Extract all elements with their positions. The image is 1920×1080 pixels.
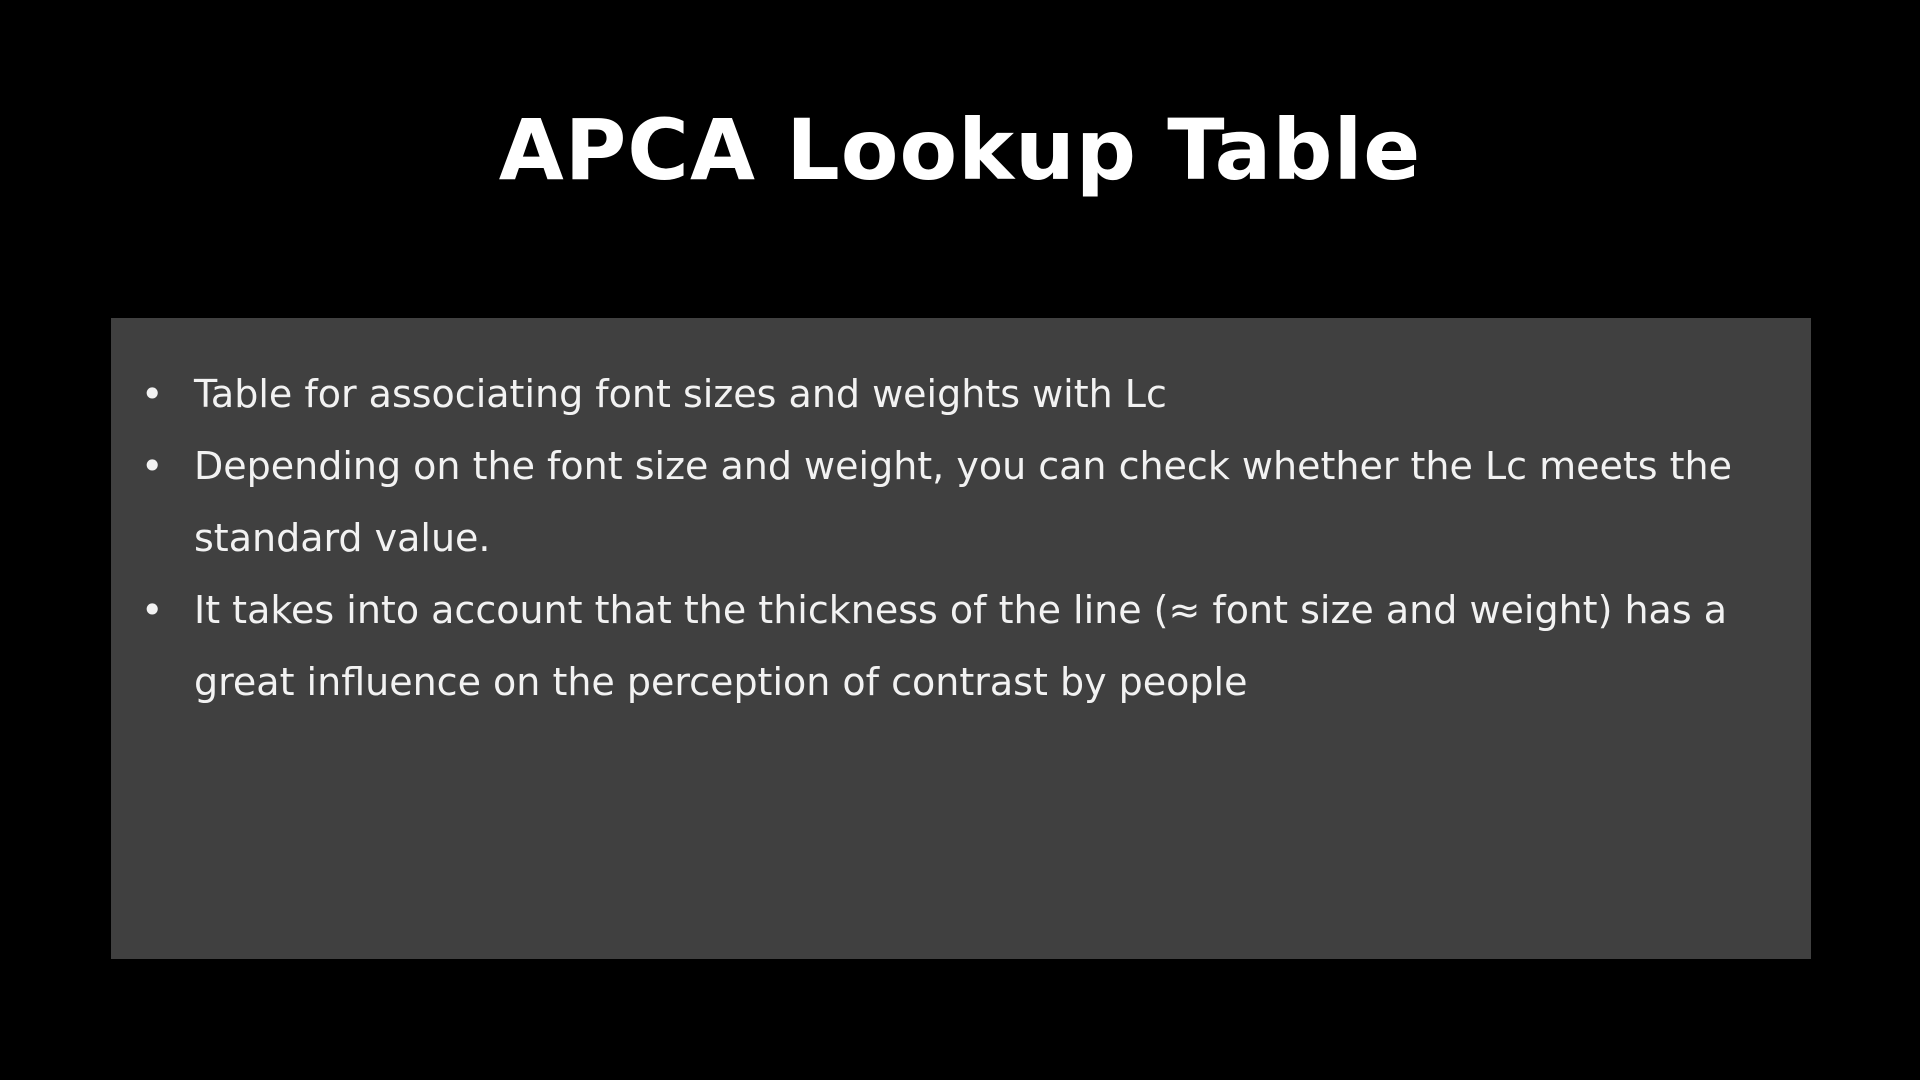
slide-title: APCA Lookup Table	[498, 101, 1422, 199]
bullet-dot-icon: •	[141, 372, 164, 416]
bullet-text: It takes into account that the thickness of the line (≈ font size and weight) has a great influence on the perception of contrast by people	[194, 588, 1728, 704]
bullet-text: Table for associating font sizes and weights with Lc	[194, 372, 1167, 416]
bullet-item-check-standard	[111, 430, 1771, 574]
bullet-text: Depending on the font size and weight, you can check whether the Lc meets the standard value.	[194, 444, 1733, 560]
bullet-dot-icon: •	[141, 444, 164, 488]
bullet-item-lookup-table	[111, 358, 1771, 430]
bullet-list	[111, 358, 1771, 718]
bullet-item-line-thickness	[111, 574, 1771, 718]
bullet-dot-icon: •	[141, 588, 164, 632]
content-panel	[111, 318, 1811, 959]
